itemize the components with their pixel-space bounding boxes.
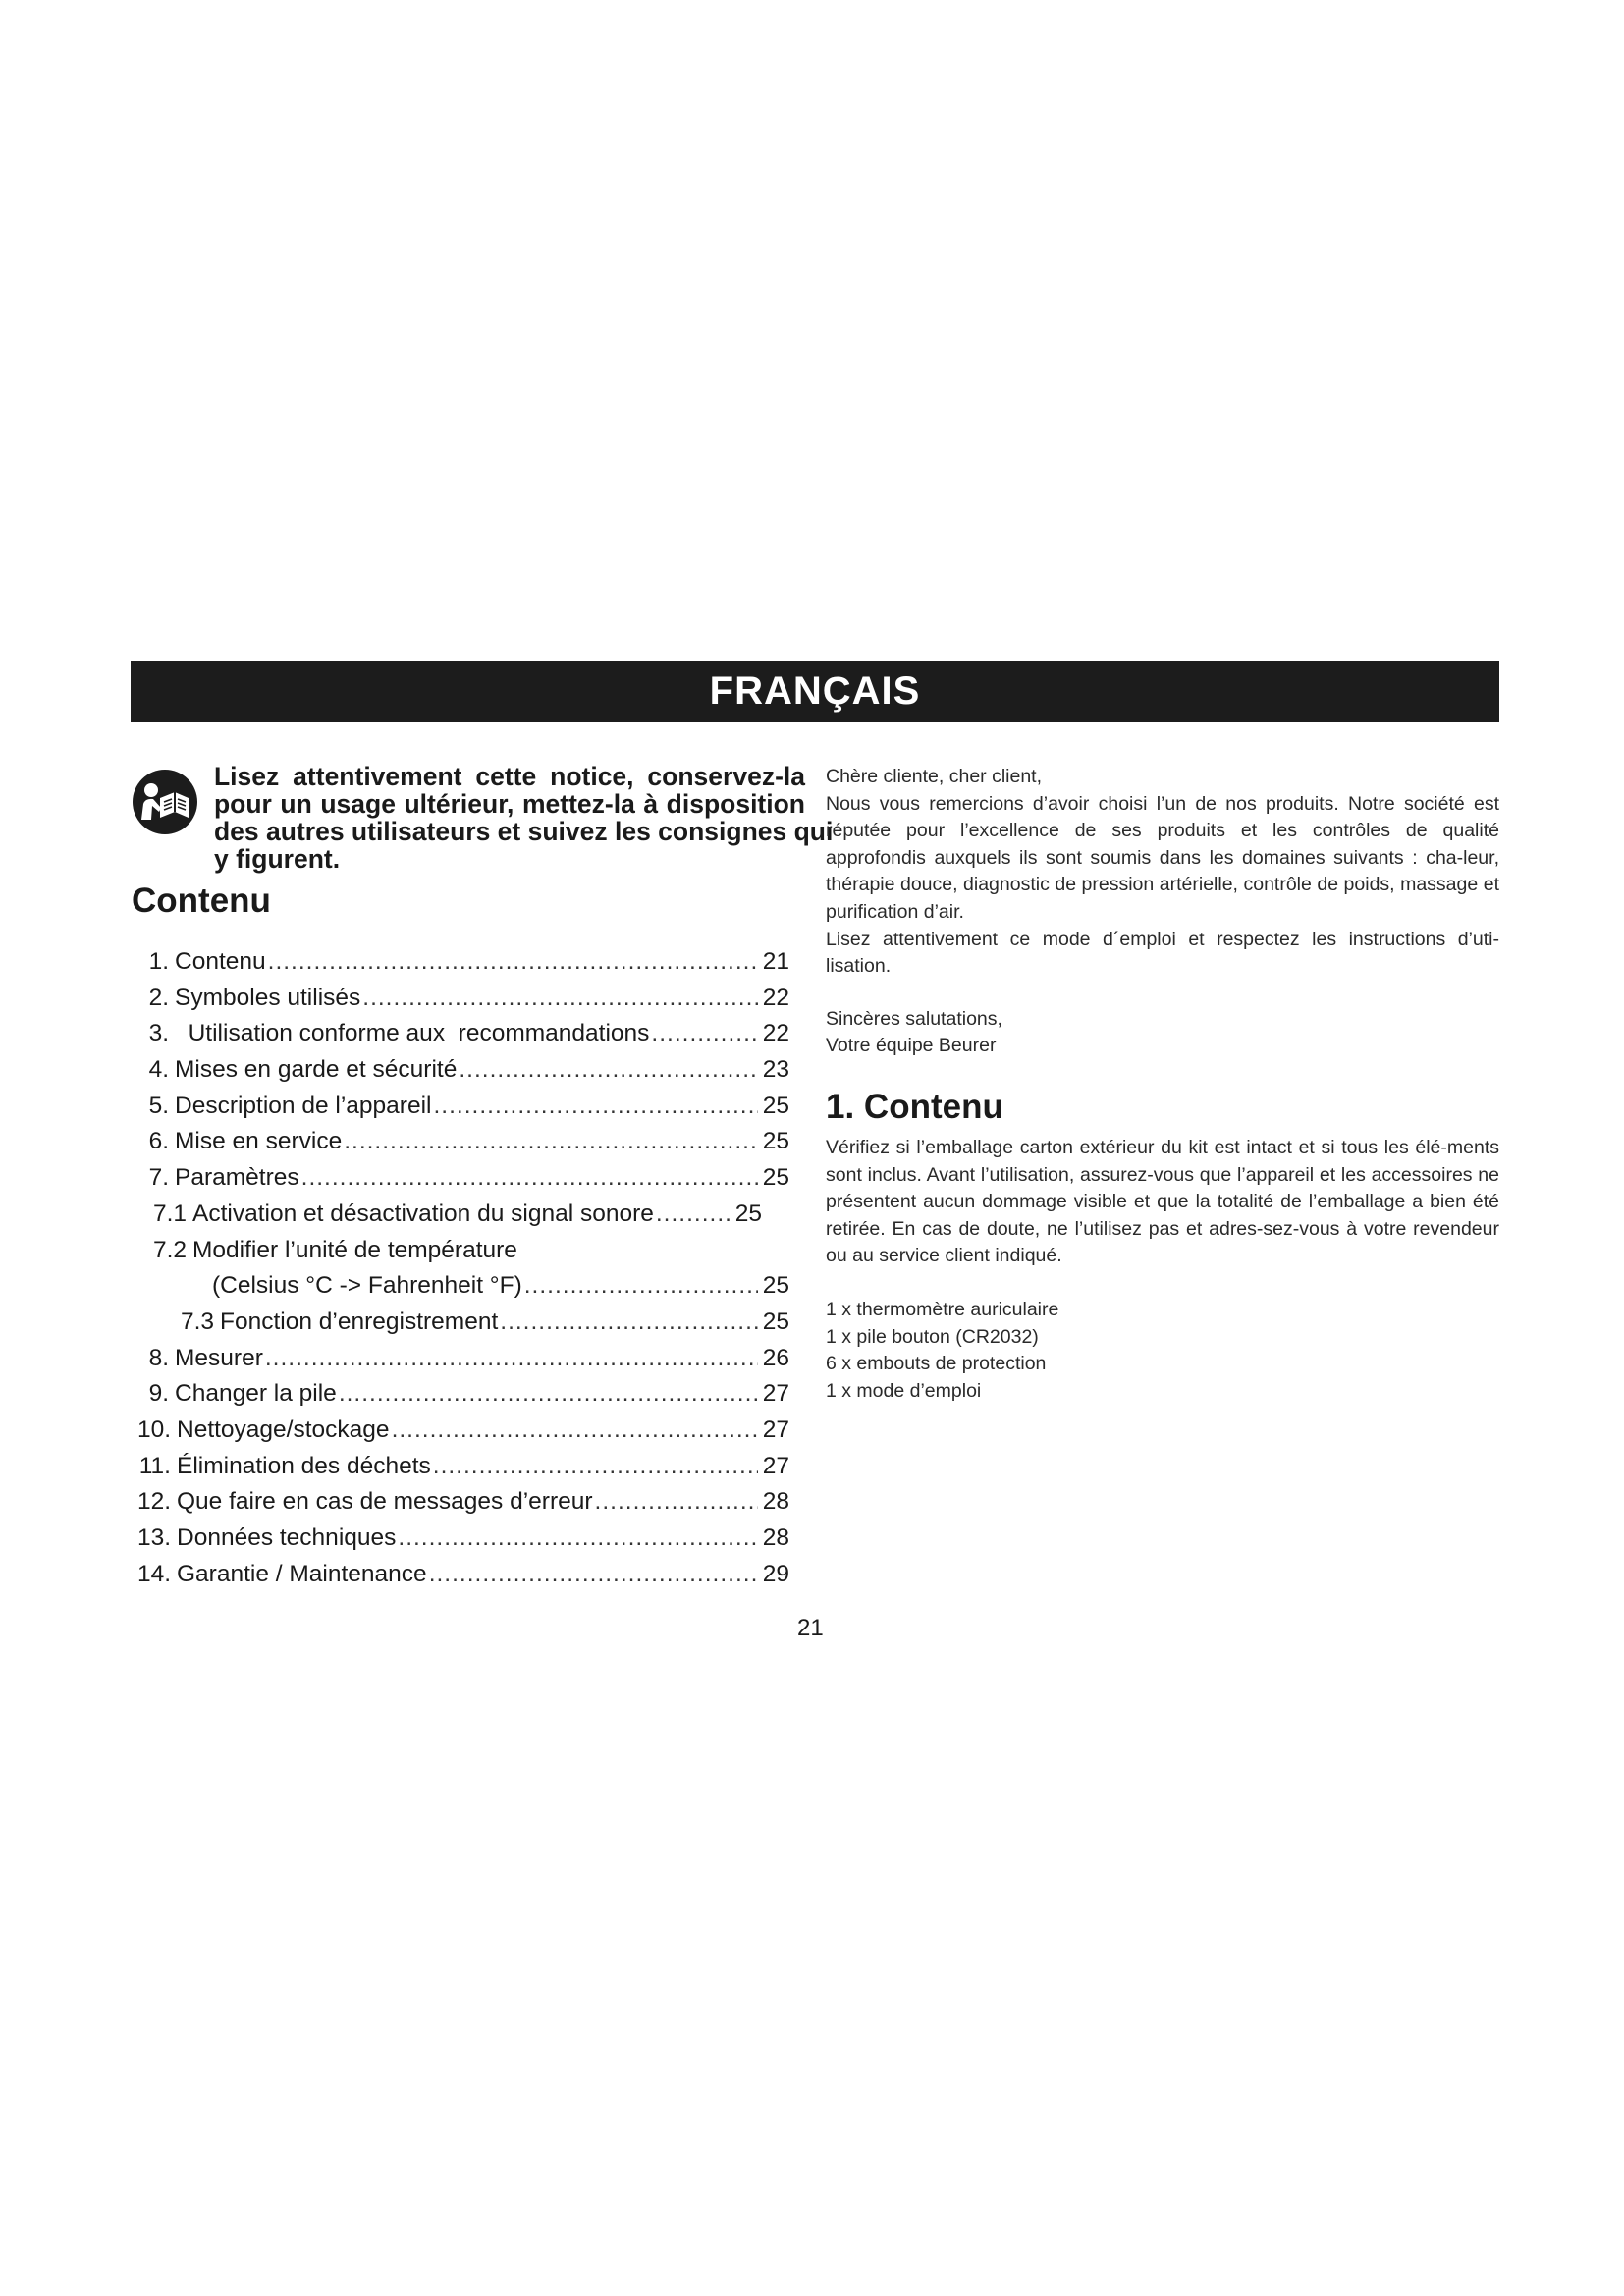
toc-item-number: 14.	[136, 1560, 171, 1587]
toc-item	[132, 1052, 789, 1089]
table-of-contents	[132, 944, 789, 1592]
toc-item-label: Que faire en cas de messages d’erreur	[177, 1488, 593, 1516]
toc-item-label: Symboles utilisés	[175, 984, 361, 1011]
toc-item-number: 11.	[138, 1452, 171, 1479]
toc-item	[132, 1268, 789, 1305]
toc-item-page: 28	[762, 1524, 789, 1551]
toc-item-page: 26	[762, 1344, 789, 1371]
toc-item-page: 28	[762, 1488, 789, 1516]
toc-item-label: Élimination des déchets	[177, 1452, 431, 1479]
toc-leader-dots	[656, 1197, 731, 1233]
section-body: Vérifiez si l’emballage carton extérieur du kit est intact et si tous les élé-ments sont inclus. Avant l’utilisation, assurez-vous que l’appareil et les accessoires ne présentent aucun dommage visible et que la totalité de l’emballage a bien été retirée. En cas de doute, ne l’utilisez pas et adres-sez-vous à votre revendeur ou au service client indiqué.	[826, 1136, 1499, 1267]
toc-item-page: 25	[762, 1164, 789, 1192]
toc-item-number: 7.3	[180, 1308, 214, 1335]
toc-item	[132, 1521, 789, 1557]
read-manual-icon	[132, 769, 198, 835]
toc-item	[132, 1484, 789, 1521]
toc-item-label: Fonction d’enregistrement	[220, 1308, 499, 1335]
greeting: Chère cliente, cher client,	[826, 766, 1043, 787]
toc-item-page: 23	[762, 1056, 789, 1084]
toc-item-number: 5.	[148, 1092, 169, 1119]
warning-line: pour un usage ultérieur, mettez-la à disposition	[214, 789, 805, 819]
toc-item-page: 27	[762, 1415, 789, 1443]
toc-leader-dots	[268, 944, 758, 981]
toc-leader-dots	[433, 1089, 758, 1125]
toc-item	[132, 1089, 789, 1125]
toc-item-page: 21	[762, 948, 789, 975]
intro-paragraph: Nous vous remercions d’avoir choisi l’un de nos produits. Notre société est réputée pour l’excellence de ses produits et les contrôles de qualité approfondis auxquels ils sont soumis dans les domaines suivants : cha-leur, thérapie douce, diagnostic de pression artérielle, contrôle de poids, massage et purification d’air.	[826, 792, 1499, 923]
toc-item-label: Description de l’appareil	[175, 1092, 432, 1119]
toc-item-label: Modifier l’unité de température	[192, 1236, 517, 1263]
toc-item	[132, 1341, 789, 1377]
toc-item	[132, 1557, 789, 1593]
intro-instruction: Lisez attentivement ce mode d´emploi et respectez les instructions d’uti-lisation.	[826, 928, 1499, 978]
toc-item	[132, 1376, 789, 1413]
toc-item	[132, 944, 789, 981]
toc-leader-dots	[339, 1376, 758, 1413]
toc-item-page: 27	[762, 1380, 789, 1408]
toc-item-number: 9.	[148, 1380, 169, 1408]
list-item: 1 x thermomètre auriculaire	[826, 1298, 1059, 1320]
contents-list	[826, 1297, 1499, 1405]
toc-item	[132, 1305, 789, 1341]
warning-line: des autres utilisateurs et suivez les consignes qui	[214, 817, 834, 846]
toc-leader-dots	[524, 1268, 758, 1305]
toc-item-label: Données techniques	[177, 1524, 397, 1551]
toc-leader-dots	[429, 1557, 758, 1593]
toc-item-number: 8.	[148, 1344, 169, 1371]
language-banner	[131, 661, 1499, 722]
toc-item-label: Nettoyage/stockage	[177, 1415, 390, 1443]
toc-item-number: 6.	[148, 1128, 169, 1155]
toc-item-number: 10.	[136, 1415, 171, 1443]
toc-item-page: 25	[762, 1092, 789, 1119]
toc-item-label: Activation et désactivation du signal sonore	[192, 1200, 654, 1227]
toc-item-page: 22	[762, 984, 789, 1011]
toc-item	[132, 1016, 789, 1052]
toc-item-label: Garantie / Maintenance	[177, 1560, 427, 1587]
toc-item	[132, 1233, 789, 1269]
toc-item-page: 25	[762, 1272, 789, 1300]
toc-item-page: 25	[762, 1308, 789, 1335]
toc-item	[132, 1197, 789, 1233]
language-title: FRANÇAIS	[709, 669, 921, 713]
toc-item	[132, 1413, 789, 1449]
toc-item-number: 12.	[136, 1488, 171, 1516]
toc-leader-dots	[344, 1124, 758, 1160]
warning-line: Lisez attentivement cette notice, conservez-la	[214, 762, 805, 791]
toc-item	[132, 1160, 789, 1197]
toc-leader-dots	[392, 1413, 758, 1449]
toc-item-label: Utilisation conforme aux recommandations	[175, 1020, 650, 1047]
toc-item-number: 4.	[148, 1056, 169, 1084]
toc-leader-dots	[398, 1521, 758, 1557]
toc-leader-dots	[362, 981, 758, 1017]
toc-item	[132, 1449, 789, 1485]
toc-item-label: Changer la pile	[175, 1380, 337, 1408]
list-item: 6 x embouts de protection	[826, 1353, 1047, 1375]
toc-item-label: Paramètres	[175, 1164, 299, 1192]
toc-item-label: Mesurer	[175, 1344, 263, 1371]
list-item: 1 x mode d’emploi	[826, 1379, 982, 1402]
toc-item-number: 7.2	[152, 1236, 187, 1263]
toc-leader-dots	[595, 1484, 758, 1521]
toc-item-number: 7.	[148, 1164, 169, 1192]
toc-item-label: Contenu	[175, 948, 266, 975]
toc-item-number: 2.	[148, 984, 169, 1011]
toc-item	[132, 1124, 789, 1160]
toc-item-page: 25	[762, 1128, 789, 1155]
toc-item-label: Mise en service	[175, 1128, 343, 1155]
toc-item-page: 22	[762, 1020, 789, 1047]
toc-item-number: 3.	[148, 1020, 169, 1047]
toc-item-page: 27	[762, 1452, 789, 1479]
list-item: 1 x pile bouton (CR2032)	[826, 1325, 1039, 1348]
intro-column	[826, 764, 1499, 1405]
toc-leader-dots	[500, 1305, 758, 1341]
toc-title: Contenu	[132, 881, 271, 920]
page-number: 21	[797, 1615, 824, 1641]
toc-item-number: 1.	[148, 948, 169, 975]
section-title: 1. Contenu	[826, 1087, 1003, 1126]
toc-leader-dots	[459, 1052, 758, 1089]
warning-line: y figurent.	[214, 844, 341, 874]
toc-leader-dots	[433, 1449, 758, 1485]
toc-item-label: (Celsius °C -> Fahrenheit °F)	[212, 1272, 522, 1300]
toc-leader-dots	[651, 1016, 758, 1052]
closing-salutation: Sincères salutations,	[826, 1007, 1002, 1030]
toc-item-number: 7.1	[152, 1200, 187, 1227]
closing-signature: Votre équipe Beurer	[826, 1035, 997, 1057]
toc-leader-dots	[265, 1341, 758, 1377]
warning-notice	[214, 762, 834, 874]
toc-leader-dots	[301, 1160, 758, 1197]
toc-item-label: Mises en garde et sécurité	[175, 1056, 458, 1084]
toc-item	[132, 981, 789, 1017]
toc-item-page: 29	[762, 1560, 789, 1587]
toc-item-number: 13.	[136, 1524, 171, 1551]
toc-item-page: 25	[734, 1200, 762, 1227]
